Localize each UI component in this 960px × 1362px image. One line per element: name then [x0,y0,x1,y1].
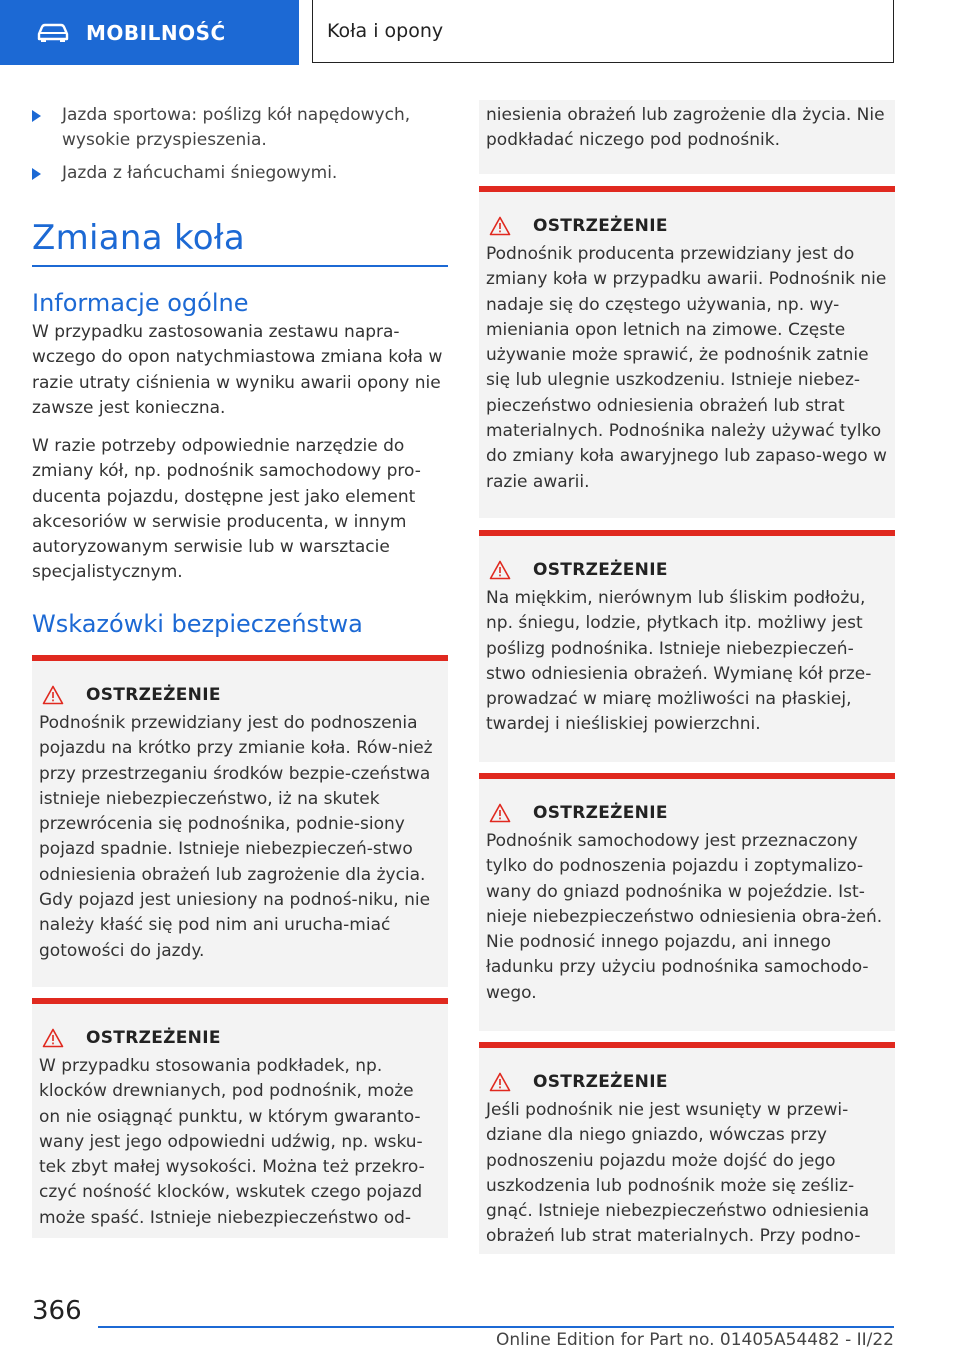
warning-text: Podnośnik producenta przewidziany jest do zmiany koła w przypadku awarii. Podnośnik nie nadaje się do częstego używania, np. wy-mieniania opon letnich na zimowe. Częste używanie może sprawić, że podnośnik zatnie się lub ulegnie uszkodzeniu. Istnieje niebez-pieczeństwo odniesienia obrażeń lub strat materialnych. Podnośnika należy używać tylko do zmiany koła awaryjnego lub zapaso-wego w razie awarii. [486,244,887,492]
paragraph: W przypadku zastosowania zestawu napra-wczego do opon natychmiastowa zmiana koła w razie utraty ciśnienia w wyniku awarii opony nie zawsze jest konieczna. [32,322,443,418]
warning-title: OSTRZEŻENIE [533,216,668,236]
warning-text: Jeśli podnośnik nie jest wsunięty w przewi-dziane dla niego gniazdo, wówczas przy podnoszeniu pojazdu może dojść do jego uszkodzenia lub podnośnik może się ześliz-gnąć. Istnieje niebezpieczeństwo odniesienia obrażeń lub strat materialnych. Przy podno- [486,1100,870,1247]
warning-box [32,655,448,987]
warning-continuation [479,100,895,174]
warning-text: Na miękkim, nierównym lub śliskim podłożu, np. śniegu, lodzie, płytkach itp. możliwy jest poślizg podnośnika. Istnieje niebezpieczeń-stwo odniesienia obrażeń. Wymianę kół prze-prowadzać w miarę możliwości na płaskiej, twardej i nieśliskiej powierzchni. [486,588,872,735]
warning-box [479,530,895,762]
warning-box [479,1042,895,1254]
warning-title: OSTRZEŻENIE [533,803,668,823]
car-icon [36,23,70,43]
warning-triangle-icon [42,1028,64,1048]
footer-rule [98,1326,894,1328]
warning-triangle-icon [489,1072,511,1092]
warning-title: OSTRZEŻENIE [533,560,668,580]
list-item: Jazda sportowa: poślizg kół napędowych, wysokie przyspieszenia. [32,103,442,153]
warning-text: W przypadku stosowania podkładek, np. klocków drewnianych, pod podnośnik, może on nie osiągnąć punktu, w którym gwaranto-wany jest jego odpowiedni udźwig, np. wsku-tek zbyt małej wysokości. Można też przekro-czyć nośność klocków, wskutek czego pojazd może spaść. Istnieje niebezpieczeństwo od- [39,1056,425,1228]
chapter-title-text: Koła i opony [327,20,444,42]
subheading-safety: Wskazówki bezpieczeństwa [32,610,363,638]
chapter-title [312,0,894,63]
paragraph: W razie potrzeby odpowiednie narzędzie do zmiany kół, np. podnośnik samochodowy pro-ducenta pojazdu, dostępne jest jako element akcesoriów w serwisie producenta, w innym autoryzowanym serwisie lub w warsztacie specjalistycznym. [32,436,421,583]
warning-triangle-icon [489,216,511,236]
warning-title: OSTRZEŻENIE [533,1072,668,1092]
section-heading: Zmiana koła [32,218,245,258]
warning-text: Podnośnik przewidziany jest do podnoszenia pojazdu na krótko przy zmianie koła. Rów-nież przy przestrzeganiu środków bezpie-czeństwa istnieje niebezpieczeństwo, iż na skutek przewrócenia się podnośnika, podnie-siony pojazd spadnie. Istnieje niebezpieczeń-stwo odniesienia obrażeń lub zagrożenie dla życia. Gdy pojazd jest uniesiony na podnoś-niku, nie należy kłaść się pod nim ani urucha-miać gotowości do jazdy. [39,713,433,961]
page-number: 366 [32,1296,82,1326]
warning-triangle-icon [489,560,511,580]
warning-box [32,998,448,1238]
edition-note: Online Edition for Part no. 01405A54482 - II/22 [495,1330,894,1350]
list-item: Jazda z łańcuchami śniegowymi. [32,161,442,186]
warning-text: Podnośnik samochodowy jest przeznaczony tylko do podnoszenia pojazdu i zoptymalizo-wany do gniazd podnośnika w pojeździe. Ist-nieje niebezpieczeństwo odniesienia obra-żeń. Nie podnosić innego pojazdu, ani innego ładunku przy użyciu podnośnika samochodo-wego. [486,831,883,1003]
bullet-triangle-icon [32,168,41,180]
section-label: MOBILNOŚĆ [86,20,226,45]
warning-box [479,186,895,518]
warning-box [479,773,895,1031]
warning-title: OSTRZEŻENIE [86,1028,221,1048]
warning-text: niesienia obrażeń lub zagrożenie dla życia. Nie podkładać niczego pod podnośnik. [486,105,885,151]
warning-triangle-icon [489,803,511,823]
warning-triangle-icon [42,685,64,705]
warning-title: OSTRZEŻENIE [86,685,221,705]
bullet-triangle-icon [32,110,41,122]
section-tab[interactable] [0,0,299,65]
heading-rule [32,265,448,267]
subheading-general: Informacje ogólne [32,289,249,317]
